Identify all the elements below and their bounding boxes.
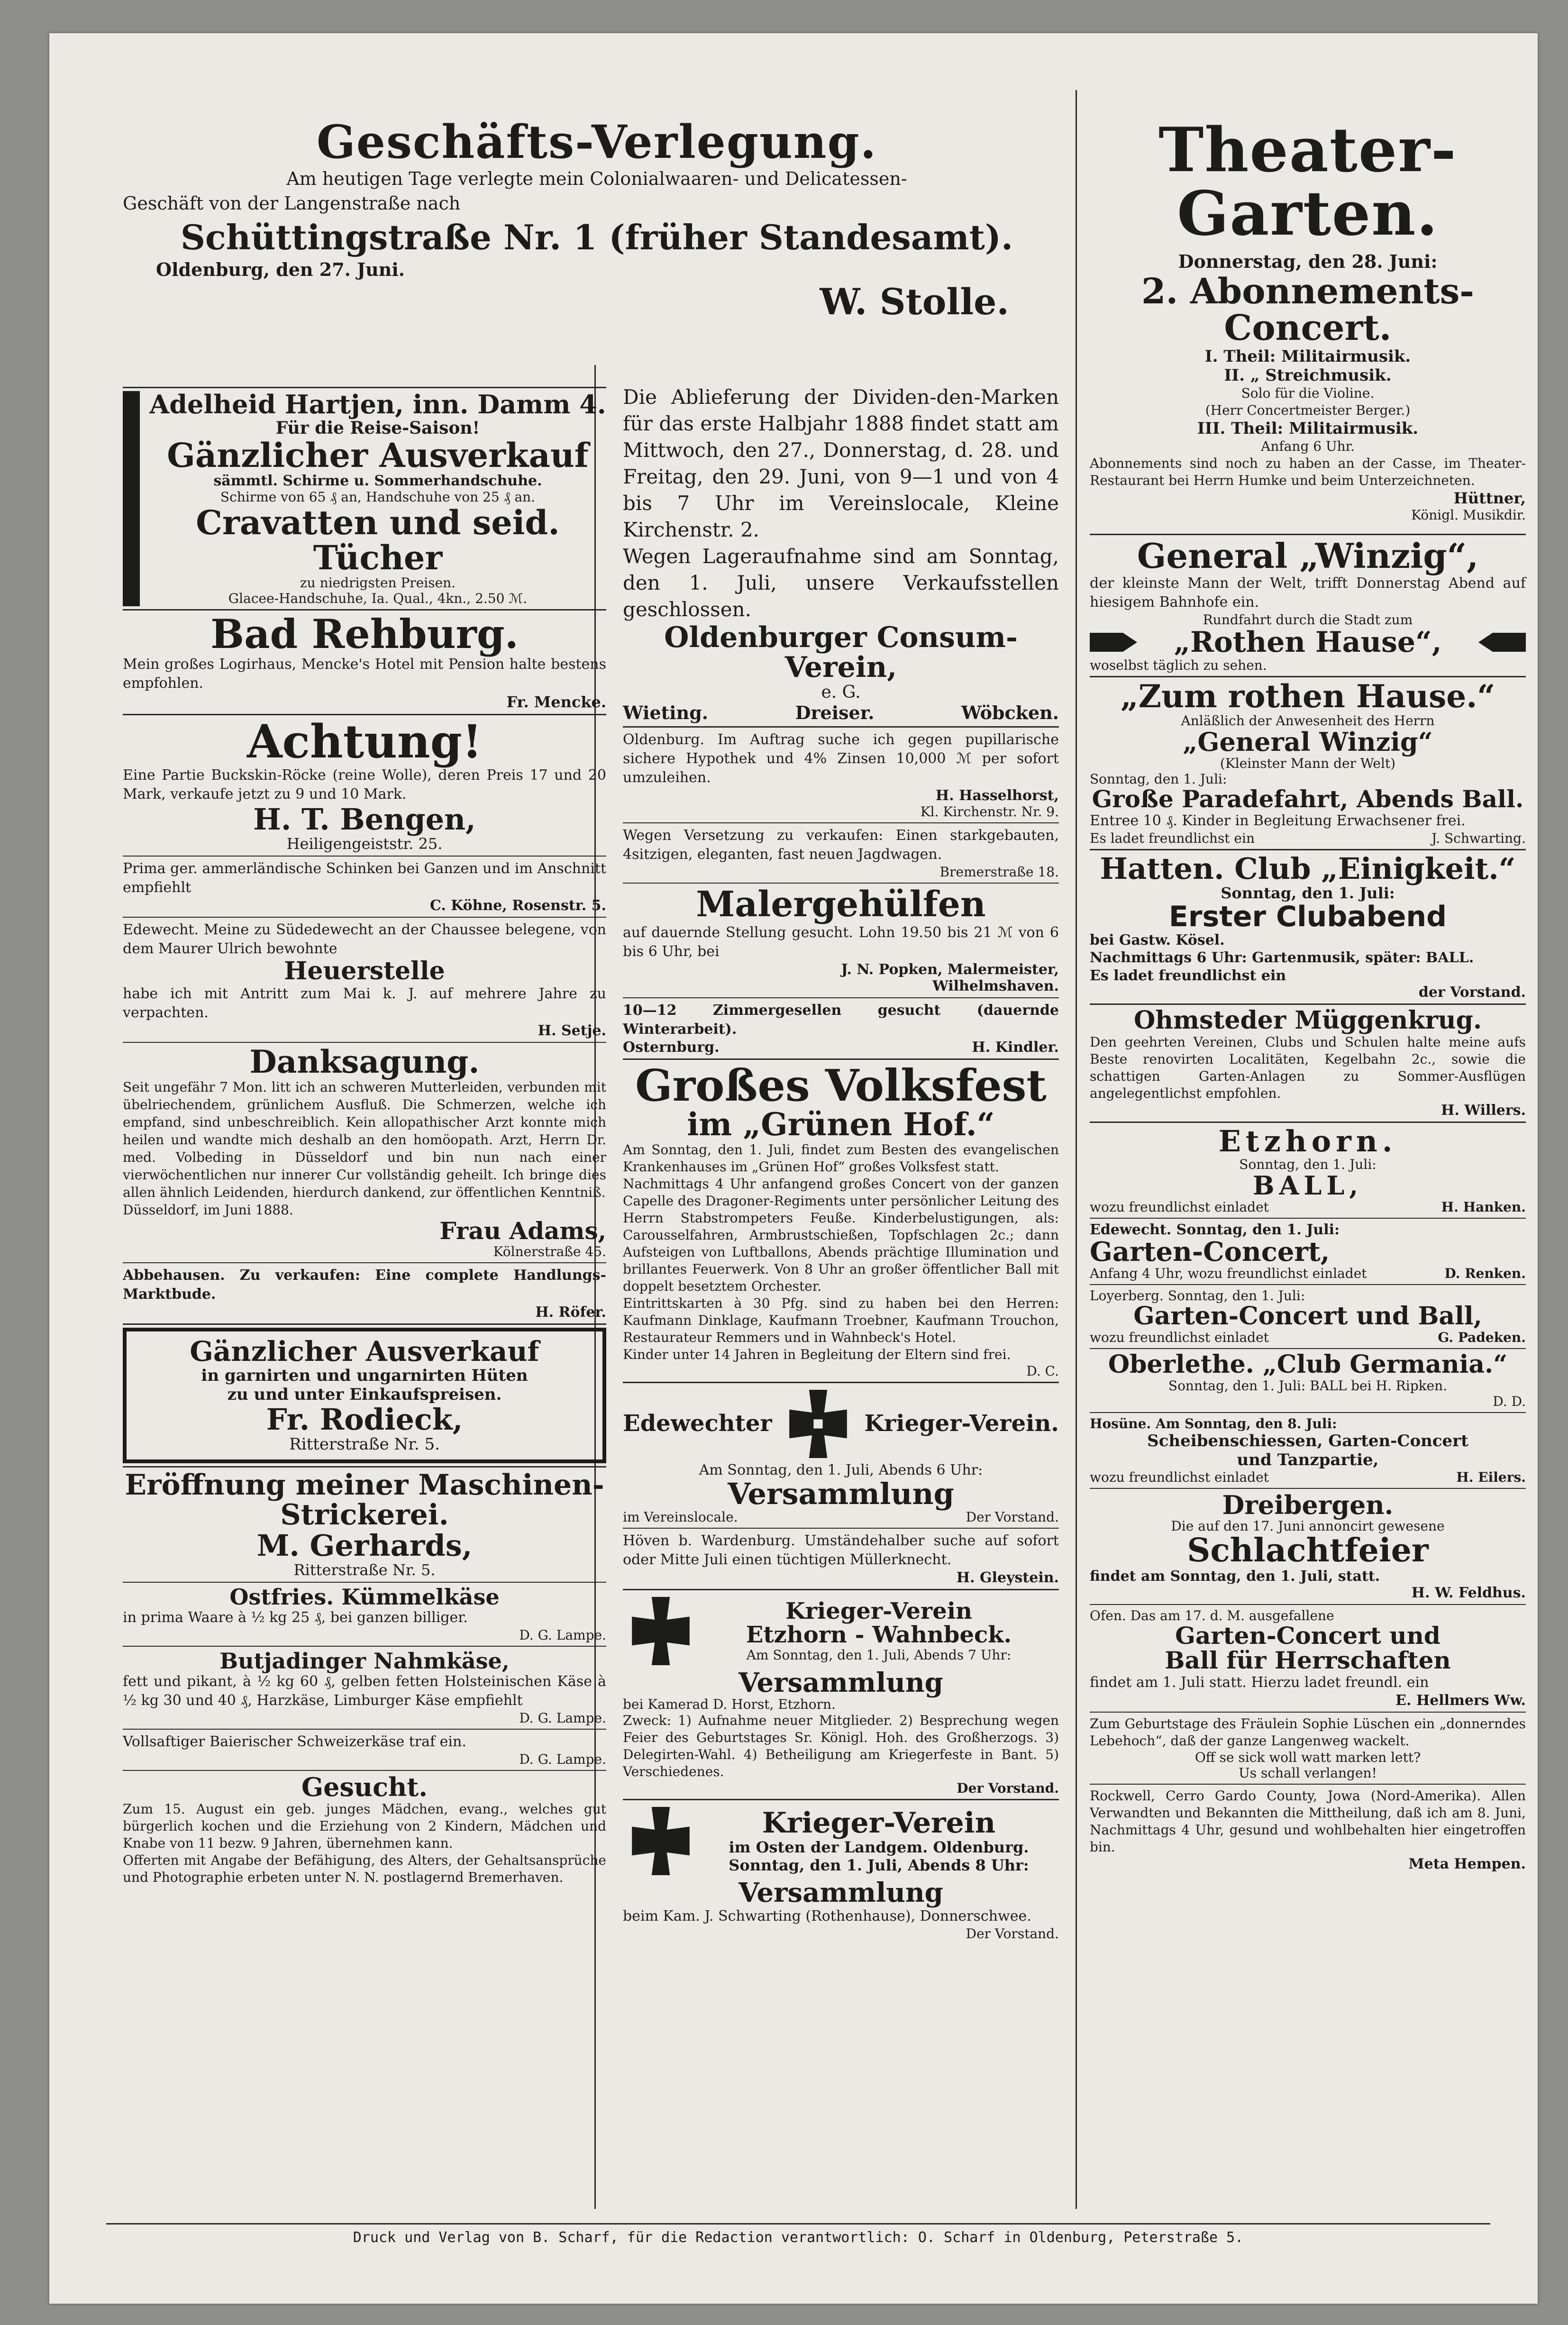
ad-heading: Versammlung: [728, 1476, 954, 1511]
ad-title: Hatten. Club „Einigkeit.“: [1100, 851, 1516, 886]
ad-title: Gänzlicher Ausverkauf: [190, 1335, 539, 1368]
ad-heading: Große Paradefahrt, Abends Ball.: [1092, 784, 1524, 813]
ad-text: (Kleinster Mann der Welt): [1220, 755, 1396, 771]
ad-text: Zweck: 1) Aufnahme neuer Mitglieder. 2) Besprechung wegen Feier des Geburtstages Sr. Königl. Hoh. des Großherzogs. 3) Delegirten-Wahl. 4) Betheiligung am Kriegerfeste in Bant. 5) Verschiedenes.: [623, 1713, 1059, 1780]
ad-heading: Versammlung: [738, 1667, 943, 1698]
ad-signature: D. D.: [1493, 1393, 1526, 1409]
ad-signature: Dreiser.: [795, 702, 875, 723]
ad-heading: H. T. Bengen,: [253, 802, 476, 837]
ad-signature: Der Vorstand.: [957, 1780, 1059, 1796]
ad-text: Sonntag, den 1. Juli: BALL bei H. Ripken.: [1168, 1377, 1448, 1394]
iron-cross-icon: [623, 1593, 699, 1669]
ad-text: Anfang 6 Uhr.: [1261, 438, 1355, 455]
ad-text: Glacee-Handschuhe, Ia. Qual., 4kn., 2.50 ℳ.: [228, 591, 528, 607]
ad-heading: Versammlung: [738, 1877, 943, 1909]
ad-title: Großes Volksfest: [635, 1059, 1047, 1111]
ad-text: im Vereinslocale.: [623, 1509, 738, 1525]
ad-title: Theater-Garten.: [1158, 115, 1457, 250]
ad-text: Entree 10 ₰. Kinder in Begleitung Erwachsener frei.: [1090, 812, 1466, 830]
ad-text: Heiligengeiststr. 25.: [286, 835, 443, 853]
ad-heading: M. Gerhards,: [256, 1528, 473, 1563]
ad-text: zu und unter Einkaufspreisen.: [227, 1385, 502, 1404]
ad-text: Höven b. Wardenburg. Umständehalber suche auf sofort oder Mitte Juli einen tüchtigen Müllerknecht.: [623, 1532, 1059, 1568]
ad-text: findet am 1. Juli statt. Hierzu ladet freundl. ein: [1090, 1674, 1429, 1691]
ad-text: I. Theil: Militairmusik.: [1204, 347, 1411, 366]
ad-text: Zum Geburtstage des Fräulein Sophie Lüschen ein „donnerndes Lebehoch“, daß der ganze Langenweg wackelt.: [1090, 1715, 1526, 1749]
rodieck-ad: [123, 1328, 606, 1463]
ad-text: Die Ablieferung der Dividen-den-Marken für das erste Halbjahr 1888 findet statt am Mittwoch, den 27., Donnerstag, d. 28. und Freitag, den 29. Juni, von 9—1 und von 4 bis 7 Uhr im Vereinslocale, Kleine Kirchenstr. 2.: [623, 385, 1059, 541]
ad-signature: H. Hasselhorst,: [935, 787, 1059, 804]
ad-signature: E. Hellmers Ww.: [1395, 1692, 1526, 1709]
ad-text: zu niedrigsten Preisen.: [300, 575, 456, 591]
ad-text: Düsseldorf, im Juni 1888.: [123, 1202, 293, 1218]
ad-text: Oldenburg. Im Auftrag suche ich gegen pupillarische sichere Hypothek und 4% Zinsen 10,000 ℳ per sofort umzuleihen.: [623, 731, 1059, 786]
ad-text: Ritterstraße Nr. 5.: [293, 1560, 436, 1579]
ad-heading: Fr. Rodieck,: [266, 1402, 463, 1437]
ad-signature: der Vorstand.: [1418, 984, 1526, 1001]
ad-title: Eröffnung meiner Maschinen-Strickerei.: [125, 1468, 604, 1532]
ad-text: Es ladet freundlichst ein: [1090, 830, 1255, 847]
ad-signature: Hüttner,: [1453, 489, 1526, 508]
ad-signature: J. Schwarting.: [1431, 830, 1526, 847]
ad-signature: Wieting.: [623, 702, 709, 723]
ad-text: Den geehrten Vereinen, Clubs und Schulen halte meine aufs Beste renovirten Localitäten, Kegelbahn 2c., sowie die schattigen Garten-Anlagen zu Sommer-Ausflügen angelegentlichst empfohlen.: [1090, 1034, 1526, 1101]
ad-signature: H. Kindler.: [972, 1039, 1059, 1056]
ad-signature: Der Vorstand.: [966, 1926, 1059, 1942]
ad-signature: Fr. Mencke.: [506, 693, 606, 711]
imprint-text: Druck und Verlag von B. Scharf, für die Redaction verantwortlich: O. Scharf in Oldenburg, Peterstraße 5.: [353, 2229, 1244, 2246]
ad-signature: Meta Hempen.: [1408, 1855, 1526, 1872]
ad-title: Achtung!: [247, 715, 482, 769]
ad-title: Bad Rehburg.: [210, 611, 519, 658]
pointing-hand-icon: [1478, 628, 1526, 656]
column-3: [1090, 531, 1526, 1872]
ad-text: im Osten der Landgem. Oldenburg.: [729, 1838, 1029, 1856]
ad-heading: und Tanzpartie,: [1237, 1450, 1379, 1469]
ad-text: findet am Sonntag, den 1. Juli, statt.: [1090, 1568, 1380, 1585]
ad-text: II. „ Streichmusik.: [1224, 366, 1392, 385]
ad-title: Krieger-Verein.: [864, 1410, 1059, 1437]
ad-title: Oldenburger Consum-Verein,: [664, 621, 1018, 684]
ad-text: Kölnerstraße 45.: [493, 1243, 606, 1259]
ad-signature: H. Willers.: [1441, 1102, 1526, 1119]
ad-text: Rundfahrt durch die Stadt zum: [1203, 611, 1413, 628]
ad-text: Sonntag, den 1. Juli, Abends 8 Uhr:: [729, 1856, 1029, 1874]
newspaper-page: [49, 33, 1538, 2304]
ad-signature: W. Stolle.: [820, 281, 1009, 323]
ad-text: Abonnements sind noch zu haben an der Casse, im Theater-Restaurant bei Herrn Humke und beim Unterzeichneten.: [1090, 456, 1526, 489]
ad-text: Sonntag, den 1. Juli:: [1221, 884, 1395, 903]
ad-signature: Der Vorstand.: [966, 1509, 1059, 1525]
footer: [106, 2223, 1490, 2246]
ad-text: Am heutigen Tage verlegte mein Colonialwaaren- und Delicatessen-: [286, 168, 907, 189]
ad-signature: H. W. Feldhus.: [1411, 1584, 1526, 1601]
ad-text: Eine Partie Buckskin-Röcke (reine Wolle), deren Preis 17 und 20 Mark, verkaufe jetzt zu 9 und 10 Mark.: [123, 767, 606, 803]
ad-text: auf dauernde Stellung gesucht. Lohn 19.50 bis 21 ℳ von 6 bis 6 Uhr, bei: [623, 924, 1059, 960]
ad-heading: Ball für Herrschaften: [1165, 1646, 1451, 1675]
ad-title: Adelheid Hartjen, inn. Damm 4.: [149, 389, 606, 419]
ad-text: Seit ungefähr 7 Mon. litt ich an schweren Mutterleiden, verbunden mit übelriechendem, grünlichem Ausfluß. Die Schmerzen, welche ich empfand, sind unbeschreiblich. Kein allopathischer Arzt konnte mich heilen und wandte mich deshalb an den homöopath. Arzt, Herrn Dr. med. Volbeding in Düsseldorf und bin nun nach einer vierwöchentlichen nur innerer Cur vollständig geheilt. Ich bringe dies allen ähnlich Leidenden, hierdurch dankend, zur öffentlichen Kenntniß.: [123, 1079, 606, 1201]
ad-text: e. G.: [821, 683, 861, 702]
ad-text: in prima Waare à ½ kg 25 ₰, bei ganzen billiger.: [123, 1609, 468, 1626]
ad-signature: H. Eilers.: [1456, 1469, 1526, 1485]
ad-heading: Garten-Concert und Ball,: [1133, 1302, 1482, 1331]
ad-text: Wegen Versetzung zu verkaufen: Einen starkgebauten, 4sitzigen, eleganten, fast neuen Jagdwagen.: [623, 827, 1059, 863]
ad-text: Edewecht. Meine zu Südedewecht an der Chaussee belegene, von dem Maurer Ulrich bewohnte: [123, 921, 606, 957]
ad-title: Dreibergen.: [1222, 1489, 1394, 1520]
ad-heading: Garten-Concert,: [1090, 1236, 1330, 1267]
ad-text: Zum 15. August ein geb. junges Mädchen, evang., welches gut bürgerlich kochen und die Erziehung von 2 Kindern, Mädchen und Knabe von 11 bezw. 9 Jahren, übernehmen kann.: [123, 1801, 606, 1851]
ad-text: Wegen Lageraufnahme sind am Sonntag, den 1. Juli, unsere Verkaufsstellen geschlossen.: [623, 545, 1059, 621]
ad-signature: H. Röfer.: [535, 1304, 606, 1321]
ad-text: wozu freundlichst einladet: [1090, 1469, 1269, 1485]
ad-signature: D. C.: [1026, 1363, 1059, 1379]
ad-heading: „General Winzig“: [1183, 726, 1433, 757]
ad-date: Donnerstag, den 28. Juni:: [1178, 250, 1438, 272]
ad-text: fett und pikant, à ½ kg 60 ₰, gelben fetten Holsteinischen Käse à ½ kg 30 und 40 ₰, Harzkäse, Limburger Käse empfiehlt: [123, 1673, 606, 1709]
ad-text: Am Sonntag, den 1. Juli, Abends 6 Uhr:: [699, 1461, 983, 1478]
ad-text: Solo für die Violine.: [1241, 385, 1375, 401]
ad-title: Malergehülfen: [696, 884, 986, 925]
ad-title: General „Winzig“,: [1137, 536, 1479, 576]
ad-title: Krieger-Verein: [785, 1597, 972, 1624]
ad-text: Geschäft von der Langenstraße nach: [123, 192, 461, 214]
ad-text: Eintrittskarten à 30 Pfg. sind zu haben bei den Herren: Kaufmann Dinklage, Kaufmann Troebner, Kaufmann Trouchon, Restaurateur Remmers und in Wahnbeck's Hotel.: [623, 1295, 1059, 1345]
ad-signature: G. Padeken.: [1438, 1329, 1526, 1345]
iron-cross-icon: [623, 1803, 699, 1879]
ad-title: Krieger-Verein: [762, 1806, 996, 1840]
ad-text: Bremerstraße 18.: [939, 864, 1059, 880]
ad-text: Us schall verlangen!: [1239, 1765, 1377, 1781]
ad-signature: C. Köhne, Rosenstr. 5.: [430, 897, 606, 914]
ad-text: III. Theil: Militairmusik.: [1197, 419, 1419, 438]
ad-signature: D. G. Lampe.: [519, 1710, 606, 1726]
ad-text: Abbehausen. Zu verkaufen: Eine complete Handlungs-Marktbude.: [123, 1267, 606, 1303]
ad-text: Osternburg.: [623, 1039, 720, 1056]
hartjen-ad: [123, 391, 606, 606]
ad-text: sämmtl. Schirme u. Sommerhandschuhe.: [213, 473, 542, 490]
iron-cross-icon: [780, 1386, 856, 1462]
ad-title: Etzhorn.: [1218, 1123, 1397, 1158]
ad-signature: H. Gleystein.: [956, 1569, 1059, 1586]
ad-title: Geschäfts-Verlegung.: [316, 115, 877, 169]
ad-text: Off se sick woll watt marken lett?: [1194, 1749, 1421, 1765]
ad-signature: Wöbcken.: [961, 702, 1059, 723]
ad-heading: Cravatten und seid. Tücher: [196, 503, 560, 577]
ad-heading: BALL,: [1252, 1170, 1363, 1201]
ad-text: Am Sonntag, den 1. Juli, findet zum Besten des evangelischen Krankenhauses im „Grünen Hof“ großes Volksfest statt.: [623, 1141, 1059, 1175]
ad-text: Kinder unter 14 Jahren in Begleitung der Eltern sind frei.: [623, 1346, 1011, 1362]
theater-garten-ad: [1090, 115, 1526, 523]
ad-text: Sonntag, den 1. Juli:: [1239, 1156, 1377, 1172]
ad-text: wozu freundlichst einladet: [1090, 1329, 1269, 1345]
ad-title: Edewechter: [623, 1410, 772, 1437]
ad-text: habe ich mit Antritt zum Mai k. J. auf mehrere Jahre zu verpachten.: [123, 985, 606, 1021]
ad-text: Mein großes Logirhaus, Mencke's Hotel mit Pension halte bestens empfohlen.: [123, 656, 606, 692]
ad-text: Schirme von 65 ₰ an, Handschuhe von 25 ₰ an.: [220, 489, 536, 505]
ad-text: (Herr Concertmeister Berger.): [1205, 402, 1411, 419]
column-rule: [1076, 90, 1077, 2209]
ad-heading: Erster Clubabend: [1168, 900, 1447, 934]
ad-text: Sonntag, den 1. Juli:: [1090, 771, 1227, 787]
ad-heading: Garten-Concert und: [1175, 1621, 1440, 1650]
ad-title: Ohmsteder Müggenkrug.: [1133, 1006, 1482, 1035]
ad-heading: Gänzlicher Ausverkauf: [167, 435, 589, 475]
ad-text: Ritterstraße Nr. 5.: [289, 1434, 440, 1454]
ad-text: der kleinste Mann der Welt, trifft Donnerstag Abend auf hiesigem Bahnhofe ein.: [1090, 574, 1526, 611]
ad-text: Vollsaftiger Baierischer Schweizerkäse traf ein.: [123, 1733, 466, 1751]
ad-address: Schüttingstraße Nr. 1 (früher Standesamt).: [180, 217, 1013, 257]
ad-text: Edewecht. Sonntag, den 1. Juli:: [1090, 1221, 1340, 1238]
ad-text: woselbst täglich zu sehen.: [1090, 657, 1267, 673]
ad-title: Gesucht.: [301, 1772, 428, 1803]
ad-signature: D. G. Lampe.: [519, 1627, 606, 1643]
ad-heading: im „Grünen Hof.“: [687, 1106, 995, 1143]
ad-title: Butjadinger Nahmkäse,: [219, 1648, 510, 1674]
ad-heading: Heuerstelle: [284, 957, 445, 986]
ad-signature: H. Setje.: [538, 1022, 606, 1039]
ad-signature: Frau Adams,: [439, 1217, 606, 1245]
ad-title: Ostfries. Kümmelkäse: [229, 1584, 500, 1610]
ad-title: „Zum rothen Hause.“: [1120, 677, 1495, 715]
business-relocation-ad: [123, 115, 1071, 323]
ad-text: Kl. Kirchenstr. Nr. 9.: [920, 804, 1059, 820]
ad-text: Nachmittags 4 Uhr anfangend großes Concert von der ganzen Capelle des Dragoner-Regiments unter persönlicher Leitung des Herrn Stabstrompeters Feuße. Kinderbelustigungen, als: Carousselfahren, Armbrustschießen, Topfschlagen 2c.; dann Aufsteigen von Luftballons, Abends prächtige Illumination und brillantes Feuerwerk. Von 8 Uhr an großer öffentlicher Ball mit doppelt besetztem Orchester.: [623, 1176, 1059, 1294]
ad-text: 10—12 Zimmergesellen gesucht (dauernde Winterarbeit).: [623, 1002, 1059, 1038]
ad-text: Rockwell, Cerro Gardo County, Jowa (Nord-Amerika). Allen Verwandten und Bekannten die Mittheilung, daß ich am 8. Juni, Nachmittags 4 Uhr, gesund und wohlbehalten hier eingetroffen bin.: [1090, 1787, 1526, 1855]
column-1: [123, 384, 606, 1886]
ad-title: Etzhorn - Wahnbeck.: [746, 1622, 1012, 1649]
ad-text: Offerten mit Angabe der Befähigung, des Alters, der Gehaltsansprüche und Photographie erbeten unter N. N. postlagernd Bremerhaven.: [123, 1852, 606, 1886]
ad-heading: 2. Abonnements-Concert.: [1141, 271, 1474, 349]
ad-text: Prima ger. ammerländische Schinken bei Ganzen und im Anschnitt empfiehlt: [123, 860, 606, 896]
ad-text: bei Gastw. Kösel.: [1090, 932, 1225, 949]
ad-text: Ofen. Das am 17. d. M. ausgefallene: [1090, 1607, 1334, 1623]
ad-text: Wilhelmshaven.: [932, 977, 1059, 994]
ad-heading: Scheibenschiessen, Garten-Concert: [1147, 1431, 1468, 1450]
ad-text: Nachmittags 6 Uhr: Gartenmusik, später: BALL.: [1090, 949, 1474, 966]
ad-text: Es ladet freundlichst ein: [1090, 967, 1286, 985]
column-2: [623, 384, 1059, 1942]
ad-heading: „Rothen Hause“,: [1174, 625, 1442, 659]
ad-text: Anfang 4 Uhr, wozu freundlichst einladet: [1090, 1266, 1367, 1282]
ad-text: Am Sonntag, den 1. Juli, Abends 7 Uhr:: [746, 1647, 1012, 1663]
ad-signature: D. G. Lampe.: [519, 1751, 606, 1768]
ad-text: Hosüne. Am Sonntag, den 8. Juli:: [1090, 1415, 1337, 1431]
ad-text: Loyerberg. Sonntag, den 1. Juli:: [1090, 1288, 1305, 1304]
ad-heading: Schlachtfeier: [1187, 1532, 1429, 1570]
ad-title: Danksagung.: [249, 1043, 480, 1080]
ad-text: Die auf den 17. Juni annoncirt gewesene: [1171, 1518, 1445, 1534]
ad-signature: H. Hanken.: [1441, 1199, 1526, 1215]
ad-signature: Königl. Musikdir.: [1411, 507, 1526, 523]
ad-text: in garnirten und ungarnirten Hüten: [201, 1366, 528, 1385]
ad-text: Anläßlich der Anwesenheit des Herrn: [1181, 712, 1435, 729]
ad-title: Oberlethe. „Club Germania.“: [1108, 1349, 1508, 1379]
pointing-hand-icon: [1090, 628, 1137, 656]
ad-signature: D. Renken.: [1444, 1266, 1526, 1282]
ad-text: bei Kamerad D. Horst, Etzhorn.: [623, 1696, 836, 1713]
ad-text: beim Kam. J. Schwarting (Rothenhause), Donnerschwee.: [623, 1908, 1031, 1925]
ad-text: Für die Reise-Saison!: [275, 418, 480, 438]
ad-signature: J. N. Popken, Malermeister,: [841, 961, 1059, 978]
ad-text: wozu freundlichst einladet: [1090, 1199, 1269, 1215]
ad-date: Oldenburg, den 27. Juni.: [156, 259, 405, 281]
